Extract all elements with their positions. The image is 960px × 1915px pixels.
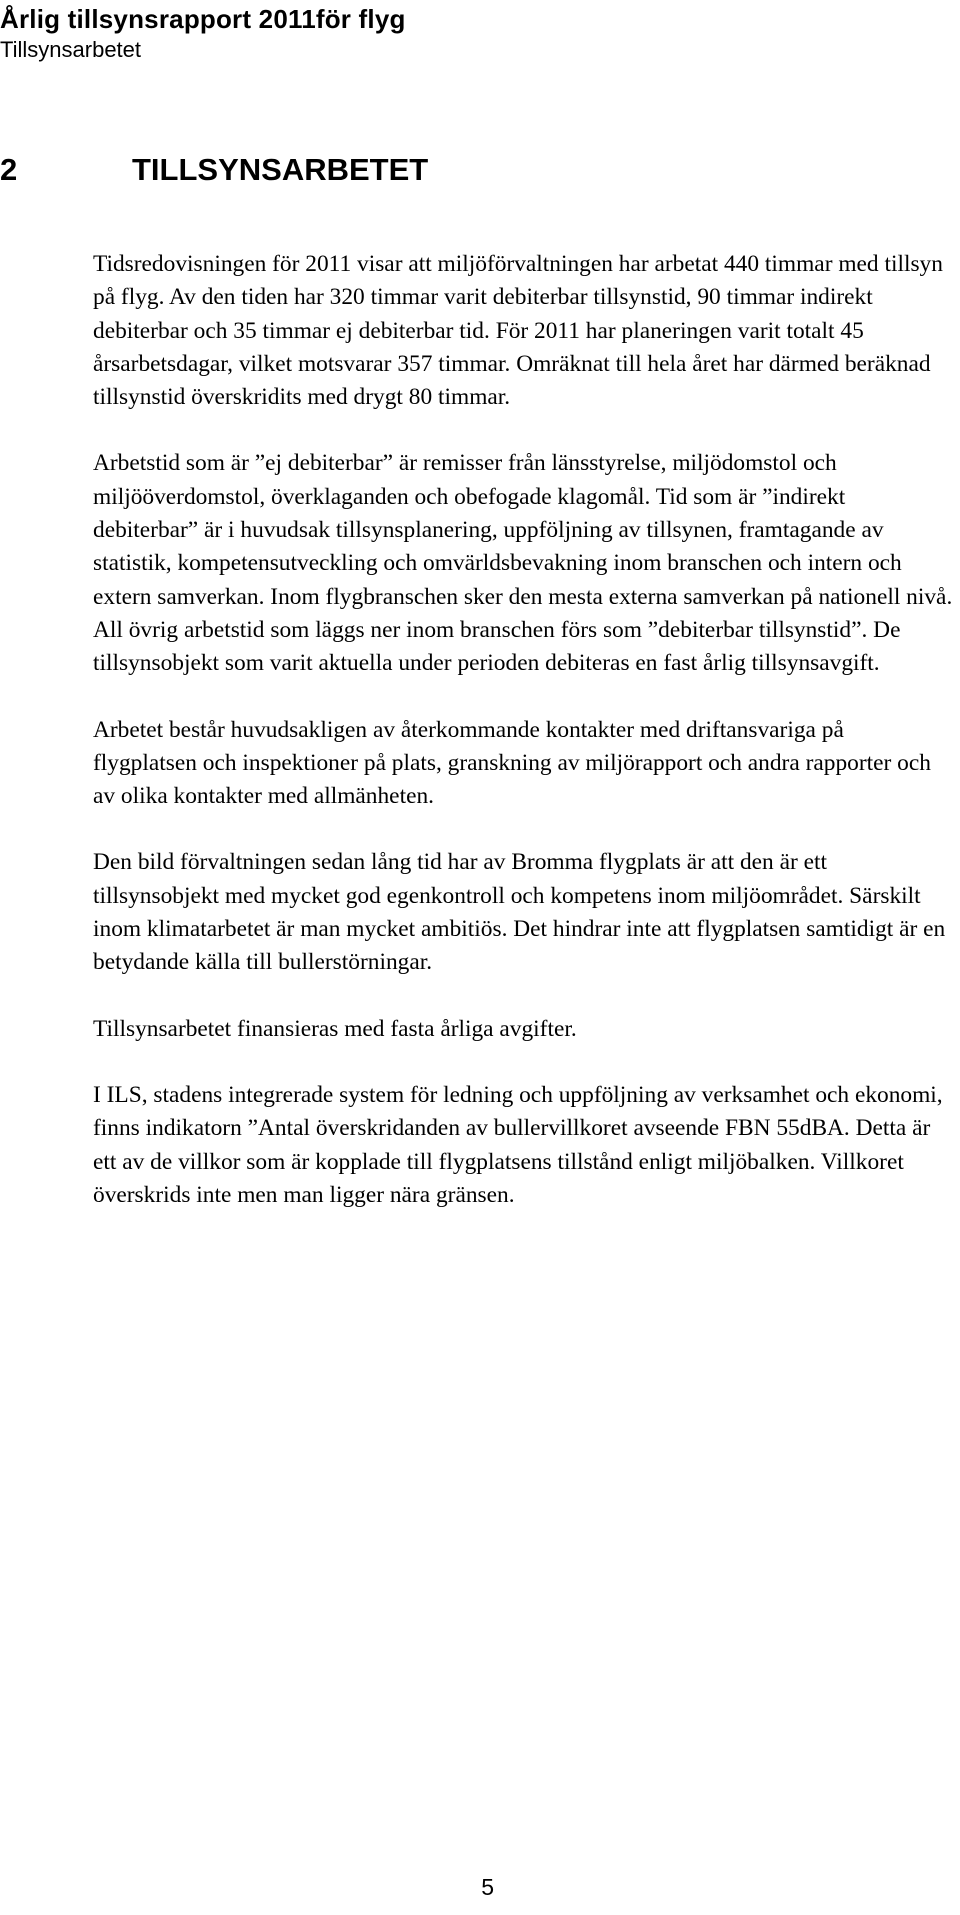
section-subtitle: Tillsynsarbetet [0,37,142,62]
paragraph-ils-indicator: I ILS, stadens integrerade system för ledning och uppföljning av verksamhet och ekonomi, finns indikatorn ”Antal överskridanden av bullervillkoret avseende FBN 55dBA. Detta är ett av de villkor som är kopplade till flygplatsens tillstånd enligt miljöbalken. Villkoret överskrids inte men man ligger nära gränsen. [93,1081,943,1208]
document-title: Årlig tillsynsrapport 2011för flyg [0,4,406,34]
page-header [0,2,406,64]
body-text [93,248,953,1245]
page-number: 5 [481,1874,494,1900]
chapter-number: 2 [0,152,18,187]
paragraph-work-content: Arbetet består huvudsakligen av återkommande kontakter med driftansvariga på flygplatsen och inspektioner på plats, granskning av miljörapport och andra rapporter och av olika kontakter med allmänheten. [93,716,931,810]
paragraph-bromma-assessment: Den bild förvaltningen sedan lång tid har av Bromma flygplats är att den är ett tillsynsobjekt med mycket god egenkontroll och kompetens inom miljöområdet. Särskilt inom klimatarbetet är man mycket ambitiös. Det hindrar inte att flygplatsen samtidigt är en betydande källa till bullerstörningar. [93,849,946,976]
chapter-heading [0,150,900,190]
paragraph-working-time: Arbetstid som är ”ej debiterbar” är remisser från länsstyrelse, miljödomstol och miljööverdomstol, överklaganden och obefogade klagomål. Tid som är ”indirekt debiterbar” är i huvudsak tillsynsplanering, uppföljning av tillsynen, framtagande av statistik, kompetensutveckling och omvärldsbevakning inom branschen och intern och extern samverkan. Inom flygbranschen sker den mesta externa samverkan på nationell nivå. All övrig arbetstid som läggs ner inom branschen förs som ”debiterbar tillsynstid”. De tillsynsobjekt som varit aktuella under perioden debiteras en fast årlig tillsynsavgift. [93,450,953,677]
chapter-title: TILLSYNSARBETET [132,152,429,187]
paragraph-financing: Tillsynsarbetet finansieras med fasta årliga avgifter. [93,1015,577,1042]
paragraph-time-report: Tidsredovisningen för 2011 visar att miljöförvaltningen har arbetat 440 timmar med tillsyn på flyg. Av den tiden har 320 timmar varit debiterbar tillsynstid, 90 timmar indirekt debiterbar och 35 timmar ej debiterbar tid. För 2011 har planeringen varit totalt 45 årsarbetsdagar, vilket motsvarar 357 timmar. Omräknat till hela året har därmed beräknad tillsynstid överskridits med drygt 80 timmar. [93,251,943,411]
